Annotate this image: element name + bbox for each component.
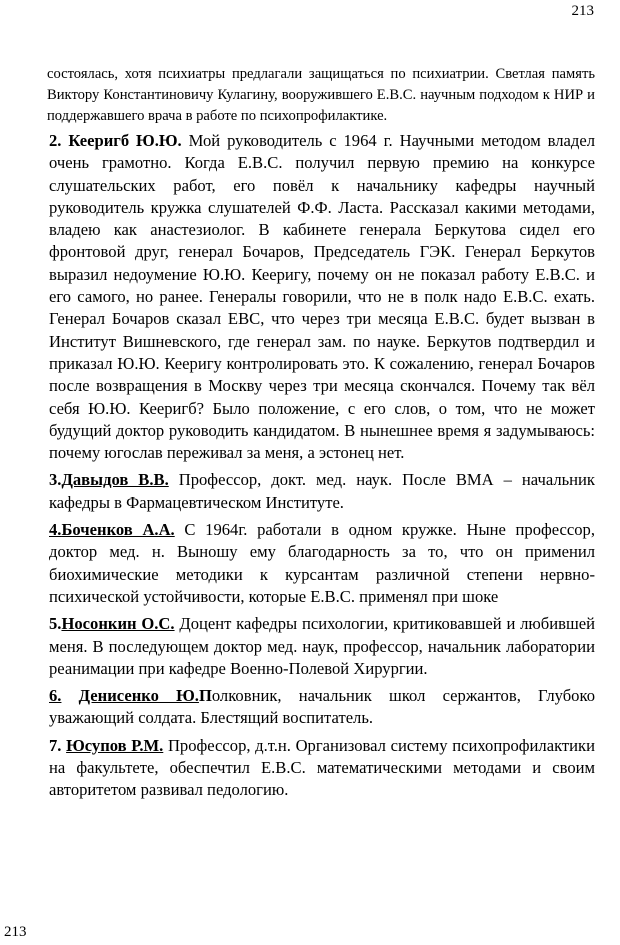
entry-4-number: 4.	[49, 520, 62, 540]
page-content	[47, 64, 595, 807]
entry-4	[47, 519, 595, 608]
entry-5-text: Доцент кафедры психологии, критиковавшей и любившей меня. В последующем доктор мед. наук, профессор, начальник лаборатории реанимации при кафедре Военно-Полевой Хирургии.	[49, 614, 595, 678]
entry-4-name: Боченков А.А.	[61, 520, 175, 540]
entry-4-text: С 1964г. работали в одном кружке. Ныне профессор, доктор мед. н. Выношу ему благодарность за то, что он применил биохимические методики к курсантам различной степени нервно-психической устойчивости, которые Е.В.С. применял при шоке	[49, 520, 595, 606]
entry-6-number: 6.	[49, 686, 62, 706]
entry-7-number: 7.	[49, 735, 62, 755]
entry-3-text: Профессор, докт. мед. наук. После ВМА – начальник кафедры в Фармацевтическом Институте.	[49, 470, 595, 512]
entry-7	[47, 735, 595, 802]
entry-2-text: Мой руководитель с 1964 г. Научными методом владел очень грамотно. Когда Е.В.С. получил первую премию на конкурсе слушательских работ, его повёл к начальнику кафедры научный руководитель кружка слушателей Ф.Ф. Ласта. Рассказал какими методами, владею как анастезиолог. В кабинете генерала Беркутова сидел его фронтовой друг, генерал Бочаров, Председатель ГЭК. Генерал Беркутов выразил недоумение Ю.Ю. Кееригу, почему он не показал работу Е.В.С. и его самого, но ранее. Генералы говорили, что не в полк надо Е.В.С. ехать. Генерал Бочаров сказал ЕВС, что через три месяца Е.В.С. будет вызван в Институт Вишневского, где генерал зам. по науке. Беркутов подтвердил и приказал Ю.Ю. Кееригу контролировать это. К сожалению, генерал Бочаров после возвращения в Москву через три месяца скончался. Почему так вёл себя Ю.Ю. Кееригб? Было положение, с его слов, о том, что не может будущий доктор руководить кандидатом. В нынешнее время я задумываюсь: почему югослав переживал за меня, а эстонец нет.	[49, 131, 595, 463]
entry-5-number: 5.	[49, 614, 62, 634]
entry-3	[47, 469, 595, 514]
intro-paragraph: состоялась, хотя психиатры предлагали защищаться по психиатрии. Светлая память Виктору Константиновичу Кулагину, вооружившего Е.В.С. научным подходом к НИР и поддержавшего врача в работе по психопрофилактике.	[47, 66, 595, 124]
entry-5	[47, 613, 595, 680]
page-number-bottom: 213	[4, 924, 27, 940]
entry-2	[47, 130, 595, 464]
entry-6	[47, 685, 595, 730]
entry-6-name-tail: П	[198, 686, 212, 706]
entry-3-number: 3.	[49, 470, 62, 490]
entry-2-name: Кееригб Ю.Ю.	[68, 131, 182, 150]
entry-2-number: 2.	[49, 131, 62, 150]
entry-7-text: Профессор, д.т.н. Организовал систему психопрофилактики на факультете, обеспечтил Е.В.С. математическими методами и своим авторитетом развивал педологию.	[49, 735, 595, 800]
entry-6-name: Денисенко Ю.	[78, 686, 199, 706]
entry-3-name: Давыдов В.В.	[61, 470, 169, 490]
entry-7-name: Юсупов Р.М.	[66, 735, 164, 755]
entry-6-text: олковник, начальник школ сержантов, Глубоко уважающий солдата. Блестящий воспитатель.	[49, 686, 595, 728]
page-number-top: 213	[571, 3, 594, 19]
entry-5-name: Носонкин О.С.	[61, 614, 175, 634]
